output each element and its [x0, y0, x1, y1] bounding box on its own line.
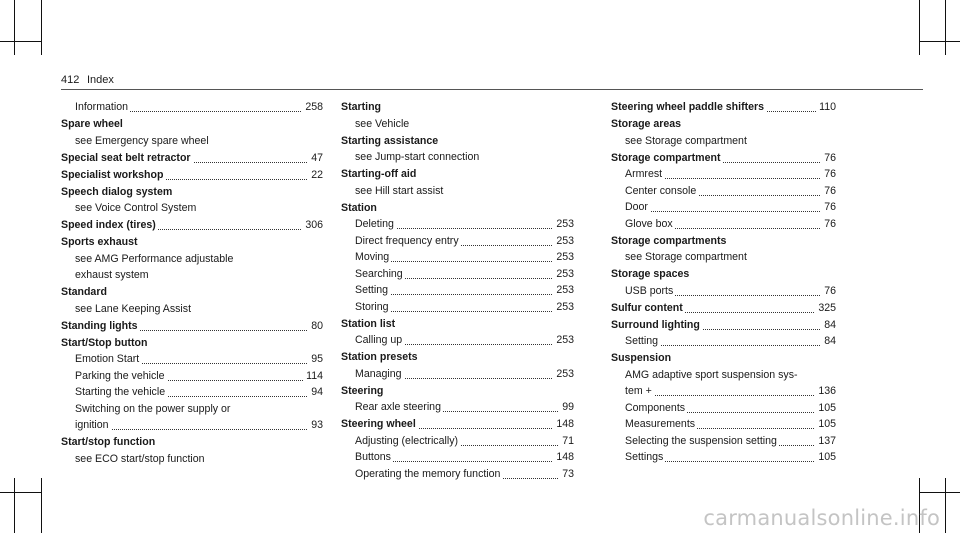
index-subentry-text: see AMG Performance adjustable	[75, 252, 234, 265]
index-entry	[61, 186, 323, 219]
index-subentry-text: see Voice Control System	[75, 202, 197, 214]
index-entry-title: Steering wheel paddle shifters	[611, 101, 765, 113]
index-entry	[611, 268, 836, 301]
index-entry-title-row	[61, 236, 323, 253]
index-subentry	[341, 235, 574, 252]
index-subentry-text: Armrest	[625, 168, 663, 180]
index-entry	[61, 337, 323, 436]
index-entry	[611, 302, 836, 319]
index-subentry	[611, 335, 836, 352]
index-entry	[611, 118, 836, 151]
page-reference: 137	[815, 435, 836, 449]
index-entry-title: Standing lights	[61, 319, 138, 332]
index-subentry-text: Switching on the power supply or	[75, 402, 231, 415]
index-subentry-text: Measurements	[625, 418, 696, 430]
page-reference: 253	[553, 368, 574, 382]
page-reference: 99	[559, 401, 574, 415]
index-subentry-text: Direct frequency entry	[355, 234, 459, 247]
index-subentry	[611, 168, 836, 185]
index-entry	[611, 152, 836, 235]
page-reference: 253	[553, 284, 574, 298]
index-subentry-text: AMG adaptive sport suspension sys-	[625, 368, 798, 381]
page-reference: 76	[821, 285, 836, 299]
page-reference: 253	[553, 235, 574, 249]
index-subentry-text: Selecting the suspension setting	[625, 434, 777, 447]
page-reference: 80	[308, 320, 323, 334]
index-subentry-text: Parking the vehicle	[75, 369, 165, 382]
index-subentry	[341, 268, 574, 285]
index-subentry	[341, 251, 574, 268]
index-subentry-text: see Vehicle	[355, 117, 410, 130]
crop-mark	[0, 492, 41, 493]
index-entry	[341, 318, 574, 351]
watermark: carmanualsonline.info	[703, 506, 940, 531]
index-entry-title: Station presets	[341, 351, 418, 363]
index-subentry	[611, 402, 836, 419]
page-reference: 84	[821, 335, 836, 349]
crop-mark	[919, 492, 960, 493]
page-reference: 253	[553, 301, 574, 315]
index-entry-title-row	[61, 186, 323, 203]
index-subentry-text: Adjusting (electrically)	[355, 434, 459, 447]
index-subentry-text: Center console	[625, 184, 697, 197]
section-label: Index	[87, 74, 114, 86]
page-reference: 114	[303, 370, 323, 384]
index-subentry-text: Searching	[355, 267, 403, 280]
index-entry	[341, 418, 574, 484]
index-subentry	[611, 385, 836, 402]
index-entry-title: Sports exhaust	[61, 236, 138, 248]
index-entry	[61, 101, 323, 118]
index-subentry	[611, 218, 836, 235]
page-reference: 325	[815, 302, 836, 316]
index-subentry-text: tem +	[625, 385, 652, 397]
index-entry-title-row	[611, 302, 836, 319]
index-subentry	[341, 368, 574, 385]
index-entry-title: Starting assistance	[341, 134, 439, 147]
index-subentry-text: Settings	[625, 451, 664, 463]
index-subentry-text: USB ports	[625, 284, 674, 297]
index-subentry-text: see Hill start assist	[355, 184, 444, 197]
index-subentry	[61, 135, 323, 152]
index-entry-title: Starting-off aid	[341, 168, 417, 180]
index-entry	[341, 351, 574, 384]
crop-mark	[41, 0, 42, 55]
index-subentry-text: Setting	[355, 284, 388, 296]
index-entry-title-row	[61, 169, 323, 186]
leader-dots	[625, 211, 836, 212]
index-entry-title-row	[611, 118, 836, 135]
index-subentry	[611, 418, 836, 435]
index-subentry-text: Emotion Start	[75, 353, 140, 365]
index-subentry	[61, 202, 323, 219]
index-entry	[61, 436, 323, 469]
index-entry	[61, 286, 323, 319]
index-entry	[341, 101, 574, 134]
index-entry-title: Speed index (tires)	[61, 219, 156, 231]
index-subentry	[341, 185, 574, 202]
index-subentry-text: Components	[625, 401, 686, 414]
index-subentry	[341, 401, 574, 418]
index-entry	[341, 202, 574, 318]
index-subentry-text: see Storage compartment	[625, 134, 747, 147]
index-entry	[341, 168, 574, 201]
index-column-1	[61, 101, 323, 470]
index-entry-title: Station list	[341, 317, 396, 330]
index-subentry	[61, 253, 323, 270]
index-entry-title-row	[341, 168, 574, 185]
index-subentry	[341, 218, 574, 235]
index-entry-title-row	[61, 118, 323, 135]
index-subentry-text: Deleting	[355, 218, 394, 230]
index-entry	[61, 320, 323, 337]
crop-mark	[14, 0, 15, 55]
index-entry-title-row	[341, 385, 574, 402]
index-entry	[341, 385, 574, 418]
index-entry	[611, 319, 836, 352]
index-entry-title: Steering wheel	[341, 418, 416, 430]
index-entry-title: Storage compartments	[611, 234, 727, 247]
index-subentry	[611, 185, 836, 202]
index-subentry-text: Starting the vehicle	[75, 386, 166, 398]
index-entry	[341, 135, 574, 168]
index-column-2	[341, 101, 574, 485]
index-entry-title: Storage areas	[611, 118, 682, 130]
index-entry	[61, 236, 323, 286]
page-reference: 110	[816, 101, 836, 115]
index-entry-title: Storage compartment	[611, 151, 721, 164]
index-subentry	[341, 451, 574, 468]
index-subentry	[61, 303, 323, 320]
page-reference: 93	[308, 419, 323, 433]
page-reference: 105	[815, 451, 836, 465]
index-entry-title: Steering	[341, 384, 384, 397]
index-entry-title-row	[611, 235, 836, 252]
page-reference: 136	[815, 385, 836, 399]
index-subentry	[611, 285, 836, 302]
index-entry-title: Sulfur content	[611, 301, 683, 314]
page-reference: 76	[821, 218, 836, 232]
index-subentry-text: Moving	[355, 251, 390, 263]
page-reference: 258	[302, 101, 323, 115]
index-entry-title-row	[341, 101, 574, 118]
index-entry-title: Station	[341, 201, 377, 214]
index-subentry	[611, 135, 836, 152]
index-entry	[61, 152, 323, 169]
page-reference: 47	[308, 152, 323, 166]
leader-dots	[625, 395, 836, 396]
page-reference: 148	[553, 451, 574, 465]
index-subentry	[61, 403, 323, 420]
index-subentry-text: Setting	[625, 335, 658, 347]
page-header	[61, 74, 923, 89]
index-subentry	[611, 251, 836, 268]
index-subentry	[61, 453, 323, 470]
index-subentry	[61, 370, 323, 387]
index-entry-title: Start/Stop button	[61, 336, 148, 349]
page-number: 412	[61, 74, 80, 86]
index-subentry	[611, 201, 836, 218]
index-entry-title-row	[61, 286, 323, 303]
index-subentry-text: Managing	[355, 367, 402, 380]
page-reference: 76	[821, 201, 836, 215]
index-entry-title-row	[61, 436, 323, 453]
page-reference: 73	[559, 468, 574, 482]
index-entry-title-row	[611, 352, 836, 369]
page-reference: 253	[553, 251, 574, 265]
page-reference: 94	[308, 386, 323, 400]
index-entry	[611, 235, 836, 268]
index-entry-title-row	[341, 135, 574, 152]
index-subentry-text: see Lane Keeping Assist	[75, 302, 192, 315]
index-subentry	[611, 435, 836, 452]
page-reference: 306	[302, 219, 323, 233]
index-subentry-text: Information	[75, 101, 128, 113]
index-subentry	[61, 101, 323, 118]
index-subentry	[341, 301, 574, 318]
index-entry-title-row	[341, 318, 574, 335]
crop-mark	[14, 478, 15, 533]
index-entry-title-row	[611, 319, 836, 336]
page-reference: 253	[553, 268, 574, 282]
crop-mark	[945, 478, 946, 533]
index-entry-title: Storage spaces	[611, 268, 690, 280]
index-subentry	[341, 435, 574, 452]
index-subentry-text: Buttons	[355, 451, 391, 463]
index-subentry-text: see Storage compartment	[625, 251, 747, 263]
index-entry	[611, 352, 836, 468]
index-entry-title: Spare wheel	[61, 118, 123, 130]
crop-mark	[919, 0, 920, 55]
page-reference: 76	[821, 152, 836, 166]
index-subentry-text: exhaust system	[75, 269, 149, 281]
index-entry-title-row	[611, 268, 836, 285]
index-subentry	[61, 269, 323, 286]
index-entry-title-row	[61, 320, 323, 337]
index-subentry	[611, 369, 836, 386]
crop-mark	[0, 41, 41, 42]
index-entry-title-row	[341, 351, 574, 368]
index-entry-title: Speech dialog system	[61, 185, 173, 198]
crop-mark	[919, 41, 960, 42]
index-entry-title: Specialist workshop	[61, 168, 164, 181]
page-reference: 76	[821, 168, 836, 182]
page-reference: 84	[821, 319, 836, 333]
index-entry-title: Start/stop function	[61, 436, 156, 448]
index-entry-title-row	[341, 202, 574, 219]
index-subentry-text: Glove box	[625, 217, 673, 230]
index-subentry-text: see ECO start/stop function	[75, 452, 205, 465]
page-reference: 148	[553, 418, 574, 432]
index-column-3	[611, 101, 836, 468]
index-subentry	[341, 334, 574, 351]
index-entry-title: Standard	[61, 286, 107, 298]
index-subentry	[611, 451, 836, 468]
index-entry-title: Suspension	[611, 352, 672, 364]
index-subentry-text: Rear axle steering	[355, 401, 441, 413]
index-subentry	[61, 386, 323, 403]
header-rule	[61, 89, 923, 90]
index-entry-title-row	[61, 152, 323, 169]
index-entry	[61, 118, 323, 151]
page-reference: 105	[815, 402, 836, 416]
page-reference: 253	[553, 218, 574, 232]
index-subentry	[341, 151, 574, 168]
index-subentry	[341, 468, 574, 485]
page-reference: 71	[559, 435, 574, 449]
crop-mark	[41, 478, 42, 533]
page-reference: 95	[308, 353, 323, 367]
index-entry	[61, 169, 323, 186]
index-entry-title: Special seat belt retractor	[61, 151, 191, 164]
index-subentry	[61, 353, 323, 370]
index-subentry-text: see Jump-start connection	[355, 151, 480, 163]
index-entry-title-row	[341, 418, 574, 435]
crop-mark	[945, 0, 946, 55]
index-subentry-text: see Emergency spare wheel	[75, 134, 209, 147]
index-entry-title: Surround lighting	[611, 318, 700, 331]
leader-dots	[75, 429, 323, 430]
index-entry-title-row	[611, 101, 836, 118]
index-entry-title-row	[611, 152, 836, 169]
page-reference: 253	[553, 334, 574, 348]
index-subentry-text: Storing	[355, 300, 389, 313]
index-subentry-text: Operating the memory function	[355, 467, 501, 480]
index-entry-title-row	[61, 219, 323, 236]
index-entry	[61, 219, 323, 236]
index-subentry-text: Calling up	[355, 334, 403, 346]
page-reference: 22	[308, 169, 323, 183]
index-entry-title: Starting	[341, 101, 382, 113]
page-reference: 105	[815, 418, 836, 432]
index-subentry	[61, 419, 323, 436]
page-reference: 76	[821, 185, 836, 199]
index-subentry-text: Door	[625, 201, 648, 213]
index-subentry-text: ignition	[75, 419, 109, 431]
index-entry-title-row	[61, 337, 323, 354]
index-subentry	[341, 118, 574, 135]
index-subentry	[341, 284, 574, 301]
index-entry	[611, 101, 836, 118]
